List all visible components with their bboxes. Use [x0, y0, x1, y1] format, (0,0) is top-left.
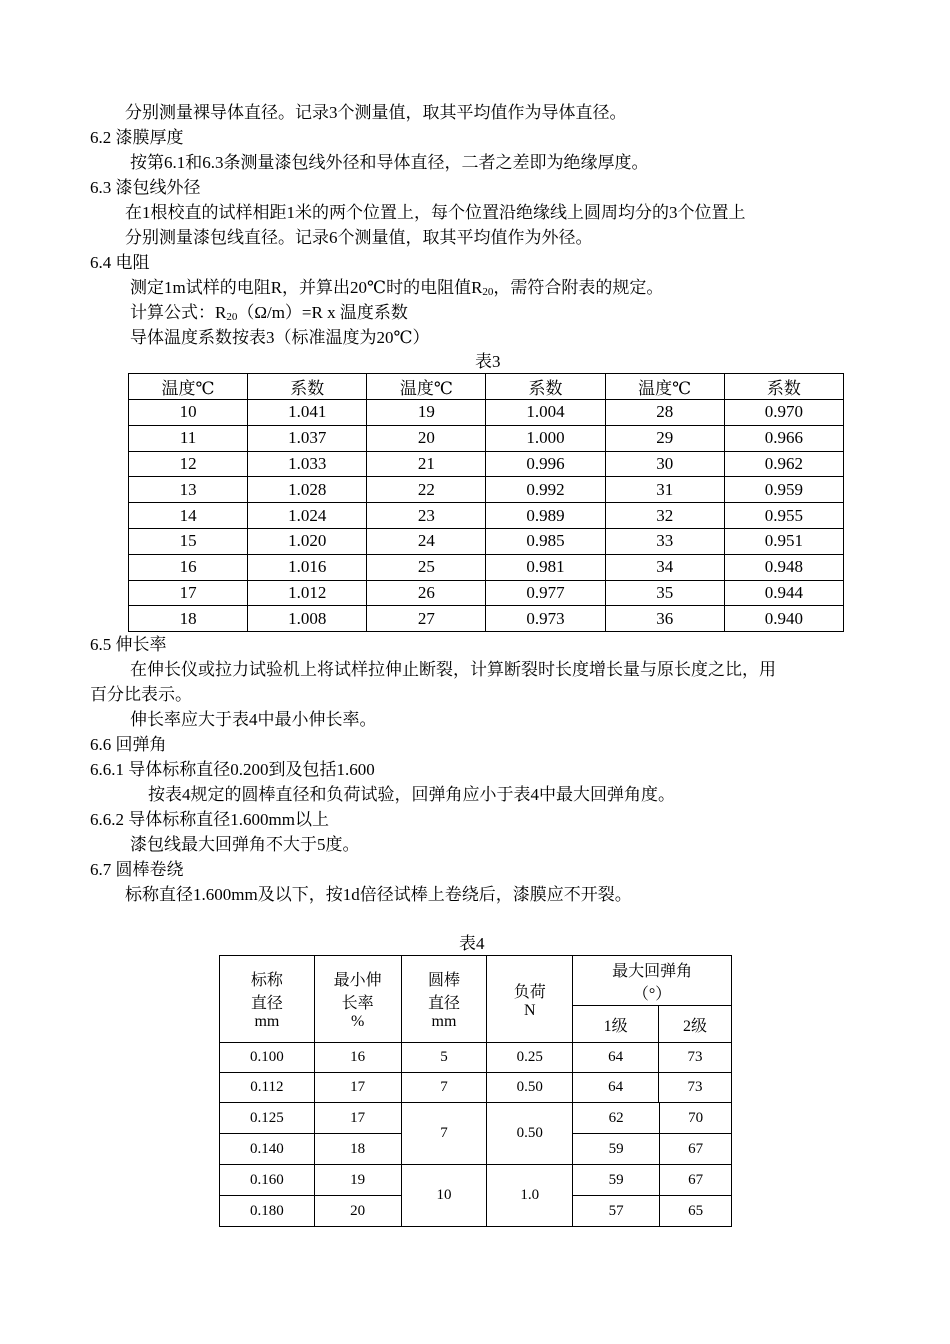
section-heading-6-2: 6.2 漆膜厚度 [90, 128, 184, 147]
table-cell: 62 [573, 1103, 660, 1133]
table-cell: 73 [659, 1043, 732, 1073]
table-cell: 18 [129, 606, 248, 632]
table-cell: 0.140 [220, 1134, 315, 1165]
table4-caption: 表4 [459, 934, 485, 953]
table-cell: 25 [367, 554, 486, 580]
table-cell: 0.966 [724, 425, 843, 451]
column-header: 系数 [486, 374, 605, 400]
table-row [129, 451, 844, 477]
table-header-row [129, 374, 844, 400]
text-line: 百分比表示。 [90, 685, 192, 704]
table-cell: 70 [688, 1109, 704, 1126]
table-cell: 5 [401, 1043, 487, 1073]
table-cell: 27 [367, 606, 486, 632]
table-cell: 59 [573, 1134, 660, 1164]
table-cell: 19 [367, 400, 486, 426]
text-line: 导体温度系数按表3（标准温度为20℃） [130, 328, 430, 347]
table-cell: 59 [573, 1165, 660, 1195]
table-cell: 1.033 [248, 451, 367, 477]
table-cell: 28 [605, 400, 724, 426]
table-cell: 73 [659, 1073, 732, 1103]
table-row [129, 606, 844, 632]
temperature-coefficient-table [128, 373, 844, 632]
table-cell: 12 [129, 451, 248, 477]
table-row [129, 580, 844, 606]
table-cell: 67 [688, 1140, 704, 1157]
text-line: 分别测量裸导体直径。记录3个测量值，取其平均值作为导体直径。 [125, 103, 627, 122]
column-header-nominal-diameter: 标称 直径 mm [220, 956, 315, 1043]
table-cell: 7 [401, 1073, 487, 1103]
grade-cell-pair [573, 1196, 732, 1227]
section-heading-6-4: 6.4 电阻 [90, 253, 150, 272]
section-heading-6-5: 6.5 伸长率 [90, 635, 167, 654]
table-cell: 0.125 [220, 1103, 315, 1134]
table-cell: 1.0 [487, 1165, 573, 1227]
table-cell: 17 [314, 1073, 401, 1103]
column-header-grade-1: 1级 [573, 1006, 659, 1043]
grade-cell-pair [573, 1103, 732, 1134]
table-cell: 1.037 [248, 425, 367, 451]
table-row [220, 1103, 732, 1134]
table-cell: 1.012 [248, 580, 367, 606]
table-cell: 1.008 [248, 606, 367, 632]
section-heading-6-7: 6.7 圆棒卷绕 [90, 860, 184, 879]
table-cell: 0.989 [486, 503, 605, 529]
table-row [129, 400, 844, 426]
table-cell: 13 [129, 477, 248, 503]
table-cell: 16 [314, 1043, 401, 1073]
table-cell: 10 [129, 400, 248, 426]
table-cell: 0.50 [487, 1073, 573, 1103]
table-cell: 11 [129, 425, 248, 451]
table-row [129, 503, 844, 529]
table-cell: 0.948 [724, 554, 843, 580]
text-line: 按表4规定的圆棒直径和负荷试验，回弹角应小于表4中最大回弹角度。 [148, 785, 675, 804]
column-header: 温度℃ [367, 374, 486, 400]
table-cell: 10 [401, 1165, 487, 1227]
table-cell: 29 [605, 425, 724, 451]
table-cell: 0.973 [486, 606, 605, 632]
column-header-grade-2: 2级 [659, 1006, 732, 1043]
table-cell: 19 [314, 1165, 401, 1196]
column-header: 温度℃ [605, 374, 724, 400]
column-header-rod-diameter: 圆棒 直径 mm [401, 956, 487, 1043]
table-cell: 33 [605, 528, 724, 554]
table-cell: 1.028 [248, 477, 367, 503]
column-header: 温度℃ [129, 374, 248, 400]
table-cell: 0.959 [724, 477, 843, 503]
text-line: 标称直径1.600mm及以下，按1d倍径试棒上卷绕后，漆膜应不开裂。 [125, 885, 632, 904]
table-cell: 20 [314, 1196, 401, 1227]
table-cell: 17 [129, 580, 248, 606]
text-line: 按第6.1和6.3条测量漆包线外径和导体直径，二者之差即为绝缘厚度。 [130, 153, 649, 172]
table-cell: 1.041 [248, 400, 367, 426]
text-line: 在伸长仪或拉力试验机上将试样拉伸止断裂，计算断裂时长度增长量与原长度之比，用 [130, 660, 776, 679]
table-cell: 21 [367, 451, 486, 477]
table-cell: 64 [573, 1043, 659, 1073]
table-cell: 22 [367, 477, 486, 503]
table-cell: 0.160 [220, 1165, 315, 1196]
section-heading-6-6: 6.6 回弹角 [90, 735, 167, 754]
table-cell: 0.944 [724, 580, 843, 606]
table-cell: 64 [573, 1073, 659, 1103]
table-cell: 0.981 [486, 554, 605, 580]
table3-caption: 表3 [475, 352, 501, 371]
table-cell: 1.024 [248, 503, 367, 529]
table-row [129, 528, 844, 554]
table-cell: 26 [367, 580, 486, 606]
section-heading-6-6-2: 6.6.2 导体标称直径1.600mm以上 [90, 810, 329, 829]
grade-cell-pair [573, 1134, 732, 1165]
table-cell: 0.992 [486, 477, 605, 503]
table-row [129, 425, 844, 451]
column-header-load: 负荷 N [487, 956, 573, 1043]
text-line: 漆包线最大回弹角不大于5度。 [130, 835, 360, 854]
table-row [220, 1165, 732, 1196]
table-cell: 0.962 [724, 451, 843, 477]
table-cell: 0.977 [486, 580, 605, 606]
table-row [220, 1073, 732, 1103]
table-cell: 36 [605, 606, 724, 632]
column-header-max-springback: 最大回弹角 （°） [573, 956, 732, 1006]
table-cell: 65 [688, 1202, 704, 1219]
table-cell: 34 [605, 554, 724, 580]
table-row [220, 1043, 732, 1073]
column-header: 系数 [724, 374, 843, 400]
table-cell: 1.020 [248, 528, 367, 554]
table-cell: 0.985 [486, 528, 605, 554]
grade-cell-pair [573, 1165, 732, 1196]
text-line: 在1根校直的试样相距1米的两个位置上，每个位置沿绝缘线上圆周均分的3个位置上 [125, 203, 746, 222]
table-cell: 1.004 [486, 400, 605, 426]
table-cell: 24 [367, 528, 486, 554]
table-cell: 0.50 [487, 1103, 573, 1165]
table-cell: 20 [367, 425, 486, 451]
table-cell: 31 [605, 477, 724, 503]
elongation-springback-table [219, 955, 732, 1227]
table-cell: 18 [314, 1134, 401, 1165]
section-heading-6-3: 6.3 漆包线外径 [90, 178, 201, 197]
table-cell: 0.955 [724, 503, 843, 529]
table-cell: 35 [605, 580, 724, 606]
text-line: 分别测量漆包线直径。记录6个测量值，取其平均值作为外径。 [125, 228, 593, 247]
table-cell: 0.940 [724, 606, 843, 632]
table-cell: 23 [367, 503, 486, 529]
table-header-row [220, 956, 732, 1006]
table-cell: 0.180 [220, 1196, 315, 1227]
table-cell: 0.100 [220, 1043, 315, 1073]
section-heading-6-6-1: 6.6.1 导体标称直径0.200到及包括1.600 [90, 760, 375, 779]
column-header: 系数 [248, 374, 367, 400]
text-line: 伸长率应大于表4中最小伸长率。 [130, 710, 377, 729]
table-row [129, 554, 844, 580]
table-cell: 1.016 [248, 554, 367, 580]
table-cell: 0.951 [724, 528, 843, 554]
table-cell: 0.970 [724, 400, 843, 426]
table-cell: 0.25 [487, 1043, 573, 1073]
text-line: 测定1m试样的电阻R，并算出20℃时的电阻值$R_{20}$，需符合附表的规定。 [130, 278, 664, 298]
table-cell: 7 [401, 1103, 487, 1165]
table-cell: 16 [129, 554, 248, 580]
table-cell: 0.112 [220, 1073, 315, 1103]
table-cell: 17 [314, 1103, 401, 1134]
table-row [129, 477, 844, 503]
table-cell: 67 [688, 1171, 704, 1188]
table-cell: 57 [573, 1196, 660, 1226]
table-cell: 15 [129, 528, 248, 554]
table-cell: 14 [129, 503, 248, 529]
table-cell: 30 [605, 451, 724, 477]
column-header-min-elongation: 最小伸 长率 % [314, 956, 401, 1043]
table-cell: 32 [605, 503, 724, 529]
formula-line: 计算公式：$R_{20}(\Omega/m)=R$ x 温度系数 [130, 303, 408, 323]
table-cell: 1.000 [486, 425, 605, 451]
table-cell: 0.996 [486, 451, 605, 477]
